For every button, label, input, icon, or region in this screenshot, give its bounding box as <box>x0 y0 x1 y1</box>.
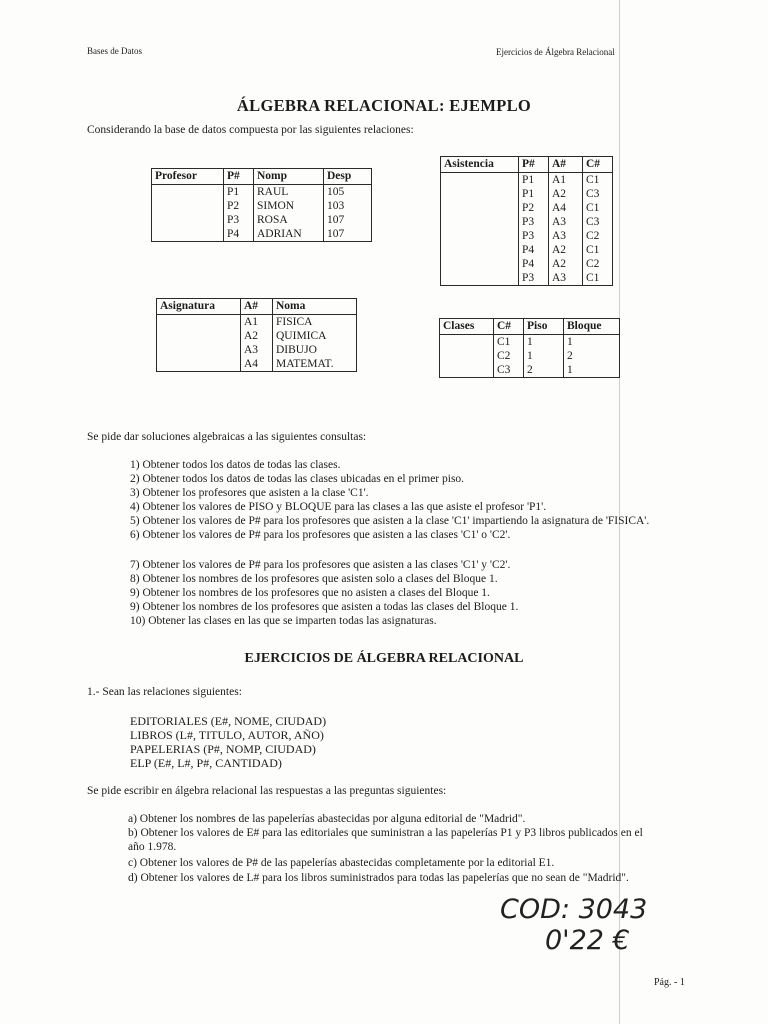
table-row <box>441 257 613 271</box>
header-left: Bases de Datos <box>87 46 142 56</box>
table-cell: P3 <box>519 229 549 243</box>
table-cell: C1 <box>583 173 613 188</box>
table-header-row <box>441 157 613 173</box>
table-cell: A1 <box>549 173 583 188</box>
table-cell: 1 <box>524 335 564 350</box>
table-cell <box>157 357 241 372</box>
table-row <box>157 329 357 343</box>
query-item: 2) Obtener todos los datos de todas las clases ubicadas en el primer piso. <box>130 473 465 485</box>
exercise-intro: 1.- Sean las relaciones siguientes: <box>87 686 242 698</box>
table-cell <box>152 185 224 200</box>
table-cell: A4 <box>241 357 273 372</box>
table-cell <box>440 335 494 350</box>
table-row <box>441 229 613 243</box>
table-row <box>441 243 613 257</box>
table-cell <box>157 329 241 343</box>
table-cell: P2 <box>519 201 549 215</box>
table-cell <box>157 343 241 357</box>
table-cell: P4 <box>519 243 549 257</box>
table-header-cell: C# <box>583 157 613 173</box>
page-title: ÁLGEBRA RELACIONAL: EJEMPLO <box>236 96 532 115</box>
table-cell <box>441 173 519 188</box>
table-cell <box>440 363 494 378</box>
table-cell: P1 <box>519 187 549 201</box>
section-title: EJERCICIOS DE ÁLGEBRA RELACIONAL <box>244 651 524 666</box>
table-cell <box>441 201 519 215</box>
relation-item: PAPELERIAS (P#, NOMP, CIUDAD) <box>130 742 316 756</box>
table-cell: SIMON <box>254 199 324 213</box>
table-cell: A3 <box>549 215 583 229</box>
table-cell: A2 <box>549 243 583 257</box>
table-cell: DIBUJO <box>273 343 357 357</box>
table-row <box>157 343 357 357</box>
table-cell: A3 <box>549 229 583 243</box>
table-row <box>441 201 613 215</box>
query-item: 8) Obtener los nombres de los profesores que asisten solo a clases del Bloque 1. <box>130 573 498 585</box>
table-cell: ADRIAN <box>254 227 324 242</box>
query-item: 1) Obtener todos los datos de todas las clases. <box>130 459 341 471</box>
query-item: 9) Obtener los nombres de los profesores que no asisten a clases del Bloque 1. <box>130 587 490 599</box>
table-cell: C1 <box>494 335 524 350</box>
table-cell: A2 <box>549 187 583 201</box>
exercise-item: d) Obtener los valores de L# para los libros suministrados para todas las papelerías que no sean de "Madrid". <box>128 872 629 884</box>
table-cell: 107 <box>324 213 372 227</box>
table-cell: P1 <box>224 185 254 200</box>
query-item: 7) Obtener los valores de P# para los profesores que asisten a las clases 'C1' y 'C2'. <box>130 559 511 571</box>
table-cell: A3 <box>241 343 273 357</box>
table-header-cell: Asistencia <box>441 157 519 173</box>
exercise-item: c) Obtener los valores de P# de las papelerías abastecidas completamente por la editorial E1. <box>128 857 555 869</box>
table-cell: MATEMAT. <box>273 357 357 372</box>
table-cell: A3 <box>549 271 583 286</box>
exercise-prompt: Se pide escribir en álgebra relacional las respuestas a las preguntas siguientes: <box>87 785 447 797</box>
table-cell <box>441 257 519 271</box>
table-cell: C3 <box>583 215 613 229</box>
relation-item: LIBROS (L#, TITULO, AUTOR, AÑO) <box>130 728 324 742</box>
intro-text: Considerando la base de datos compuesta por las siguientes relaciones: <box>87 124 414 136</box>
handwritten-code: COD: 3043 <box>500 894 648 925</box>
table-cell: FISICA <box>273 315 357 330</box>
table-cell: C1 <box>583 201 613 215</box>
queries-intro: Se pide dar soluciones algebraicas a las siguientes consultas: <box>87 431 367 443</box>
table-header-row <box>152 169 372 185</box>
table-cell: P3 <box>519 215 549 229</box>
table-cell <box>152 199 224 213</box>
table-row <box>441 215 613 229</box>
table-row <box>152 213 372 227</box>
relation-item: EDITORIALES (E#, NOME, CIUDAD) <box>130 714 327 728</box>
table-row <box>157 357 357 372</box>
table-row <box>441 173 613 188</box>
table-cell: 103 <box>324 199 372 213</box>
table-cell <box>157 315 241 330</box>
table-cell: C2 <box>494 349 524 363</box>
table-header-cell: Noma <box>273 299 357 315</box>
table-cell: P3 <box>224 213 254 227</box>
table-header-cell: Desp <box>324 169 372 185</box>
table-row <box>440 335 620 350</box>
table-asignatura <box>156 298 357 372</box>
table-header-row <box>440 319 620 335</box>
table-header-cell: C# <box>494 319 524 335</box>
table-cell: ROSA <box>254 213 324 227</box>
table-row <box>157 315 357 330</box>
table-row <box>440 363 620 378</box>
table-cell <box>152 227 224 242</box>
table-cell: 2 <box>524 363 564 378</box>
page-number: Pág. - 1 <box>654 977 685 988</box>
table-cell: RAUL <box>254 185 324 200</box>
table-asistencia <box>440 156 613 286</box>
table-cell <box>441 229 519 243</box>
query-item: 6) Obtener los valores de P# para los profesores que asisten a las clases 'C1' o 'C2'. <box>130 529 511 541</box>
table-cell: C3 <box>494 363 524 378</box>
table-row <box>152 227 372 242</box>
table-cell <box>441 215 519 229</box>
table-cell <box>441 243 519 257</box>
table-header-row <box>157 299 357 315</box>
table-cell: 107 <box>324 227 372 242</box>
table-profesor <box>151 168 372 242</box>
table-header-cell: Clases <box>440 319 494 335</box>
table-cell <box>152 213 224 227</box>
table-header-cell: Nomp <box>254 169 324 185</box>
table-row <box>441 187 613 201</box>
table-cell: C1 <box>583 271 613 286</box>
table-cell: A4 <box>549 201 583 215</box>
query-item: 5) Obtener los valores de P# para los profesores que asisten a la clase 'C1' impartiendo la asignatura de 'FISICA'. <box>130 515 650 527</box>
table-cell: C3 <box>583 187 613 201</box>
table-cell: P2 <box>224 199 254 213</box>
table-row <box>152 199 372 213</box>
table-cell: 1 <box>564 335 620 350</box>
table-cell: P4 <box>519 257 549 271</box>
handwritten-price: 0'22 € <box>545 925 630 956</box>
table-cell <box>441 271 519 286</box>
exercise-item: a) Obtener los nombres de las papelerías abastecidas por alguna editorial de "Madrid". <box>128 813 526 825</box>
table-cell: C2 <box>583 257 613 271</box>
query-item: 4) Obtener los valores de PISO y BLOQUE para las clases a las que asiste el profesor 'P1'. <box>130 501 547 513</box>
table-cell: 105 <box>324 185 372 200</box>
query-item: 10) Obtener las clases en las que se imparten todas las asignaturas. <box>130 615 437 627</box>
table-cell: A1 <box>241 315 273 330</box>
table-cell <box>441 187 519 201</box>
table-header-cell: Bloque <box>564 319 620 335</box>
table-clases <box>439 318 620 378</box>
table-header-cell: P# <box>519 157 549 173</box>
scan-fold-line <box>619 0 620 1024</box>
table-cell: 1 <box>524 349 564 363</box>
header-right: Ejercicios de Álgebra Relacional <box>496 47 615 57</box>
query-item: 3) Obtener los profesores que asisten a la clase 'C1'. <box>130 487 369 499</box>
relation-item: ELP (E#, L#, P#, CANTIDAD) <box>130 756 282 770</box>
table-row <box>441 271 613 286</box>
exercise-item: año 1.978. <box>128 841 177 853</box>
query-item: 9) Obtener los nombres de los profesores que asisten a todas las clases del Bloque 1. <box>130 601 519 613</box>
table-cell: P1 <box>519 173 549 188</box>
table-cell: A2 <box>241 329 273 343</box>
table-header-cell: P# <box>224 169 254 185</box>
table-header-cell: Asignatura <box>157 299 241 315</box>
table-cell: C2 <box>583 229 613 243</box>
table-cell: A2 <box>549 257 583 271</box>
table-row <box>440 349 620 363</box>
table-cell: P4 <box>224 227 254 242</box>
table-cell: 2 <box>564 349 620 363</box>
exercise-item: b) Obtener los valores de E# para las editoriales que suministran a las papelerías P1 y P3 libros publicados en el <box>128 827 643 839</box>
table-row <box>152 185 372 200</box>
table-cell: C1 <box>583 243 613 257</box>
table-cell: P3 <box>519 271 549 286</box>
table-header-cell: A# <box>241 299 273 315</box>
table-cell: 1 <box>564 363 620 378</box>
table-header-cell: Piso <box>524 319 564 335</box>
table-cell: QUIMICA <box>273 329 357 343</box>
table-header-cell: Profesor <box>152 169 224 185</box>
table-cell <box>440 349 494 363</box>
table-header-cell: A# <box>549 157 583 173</box>
